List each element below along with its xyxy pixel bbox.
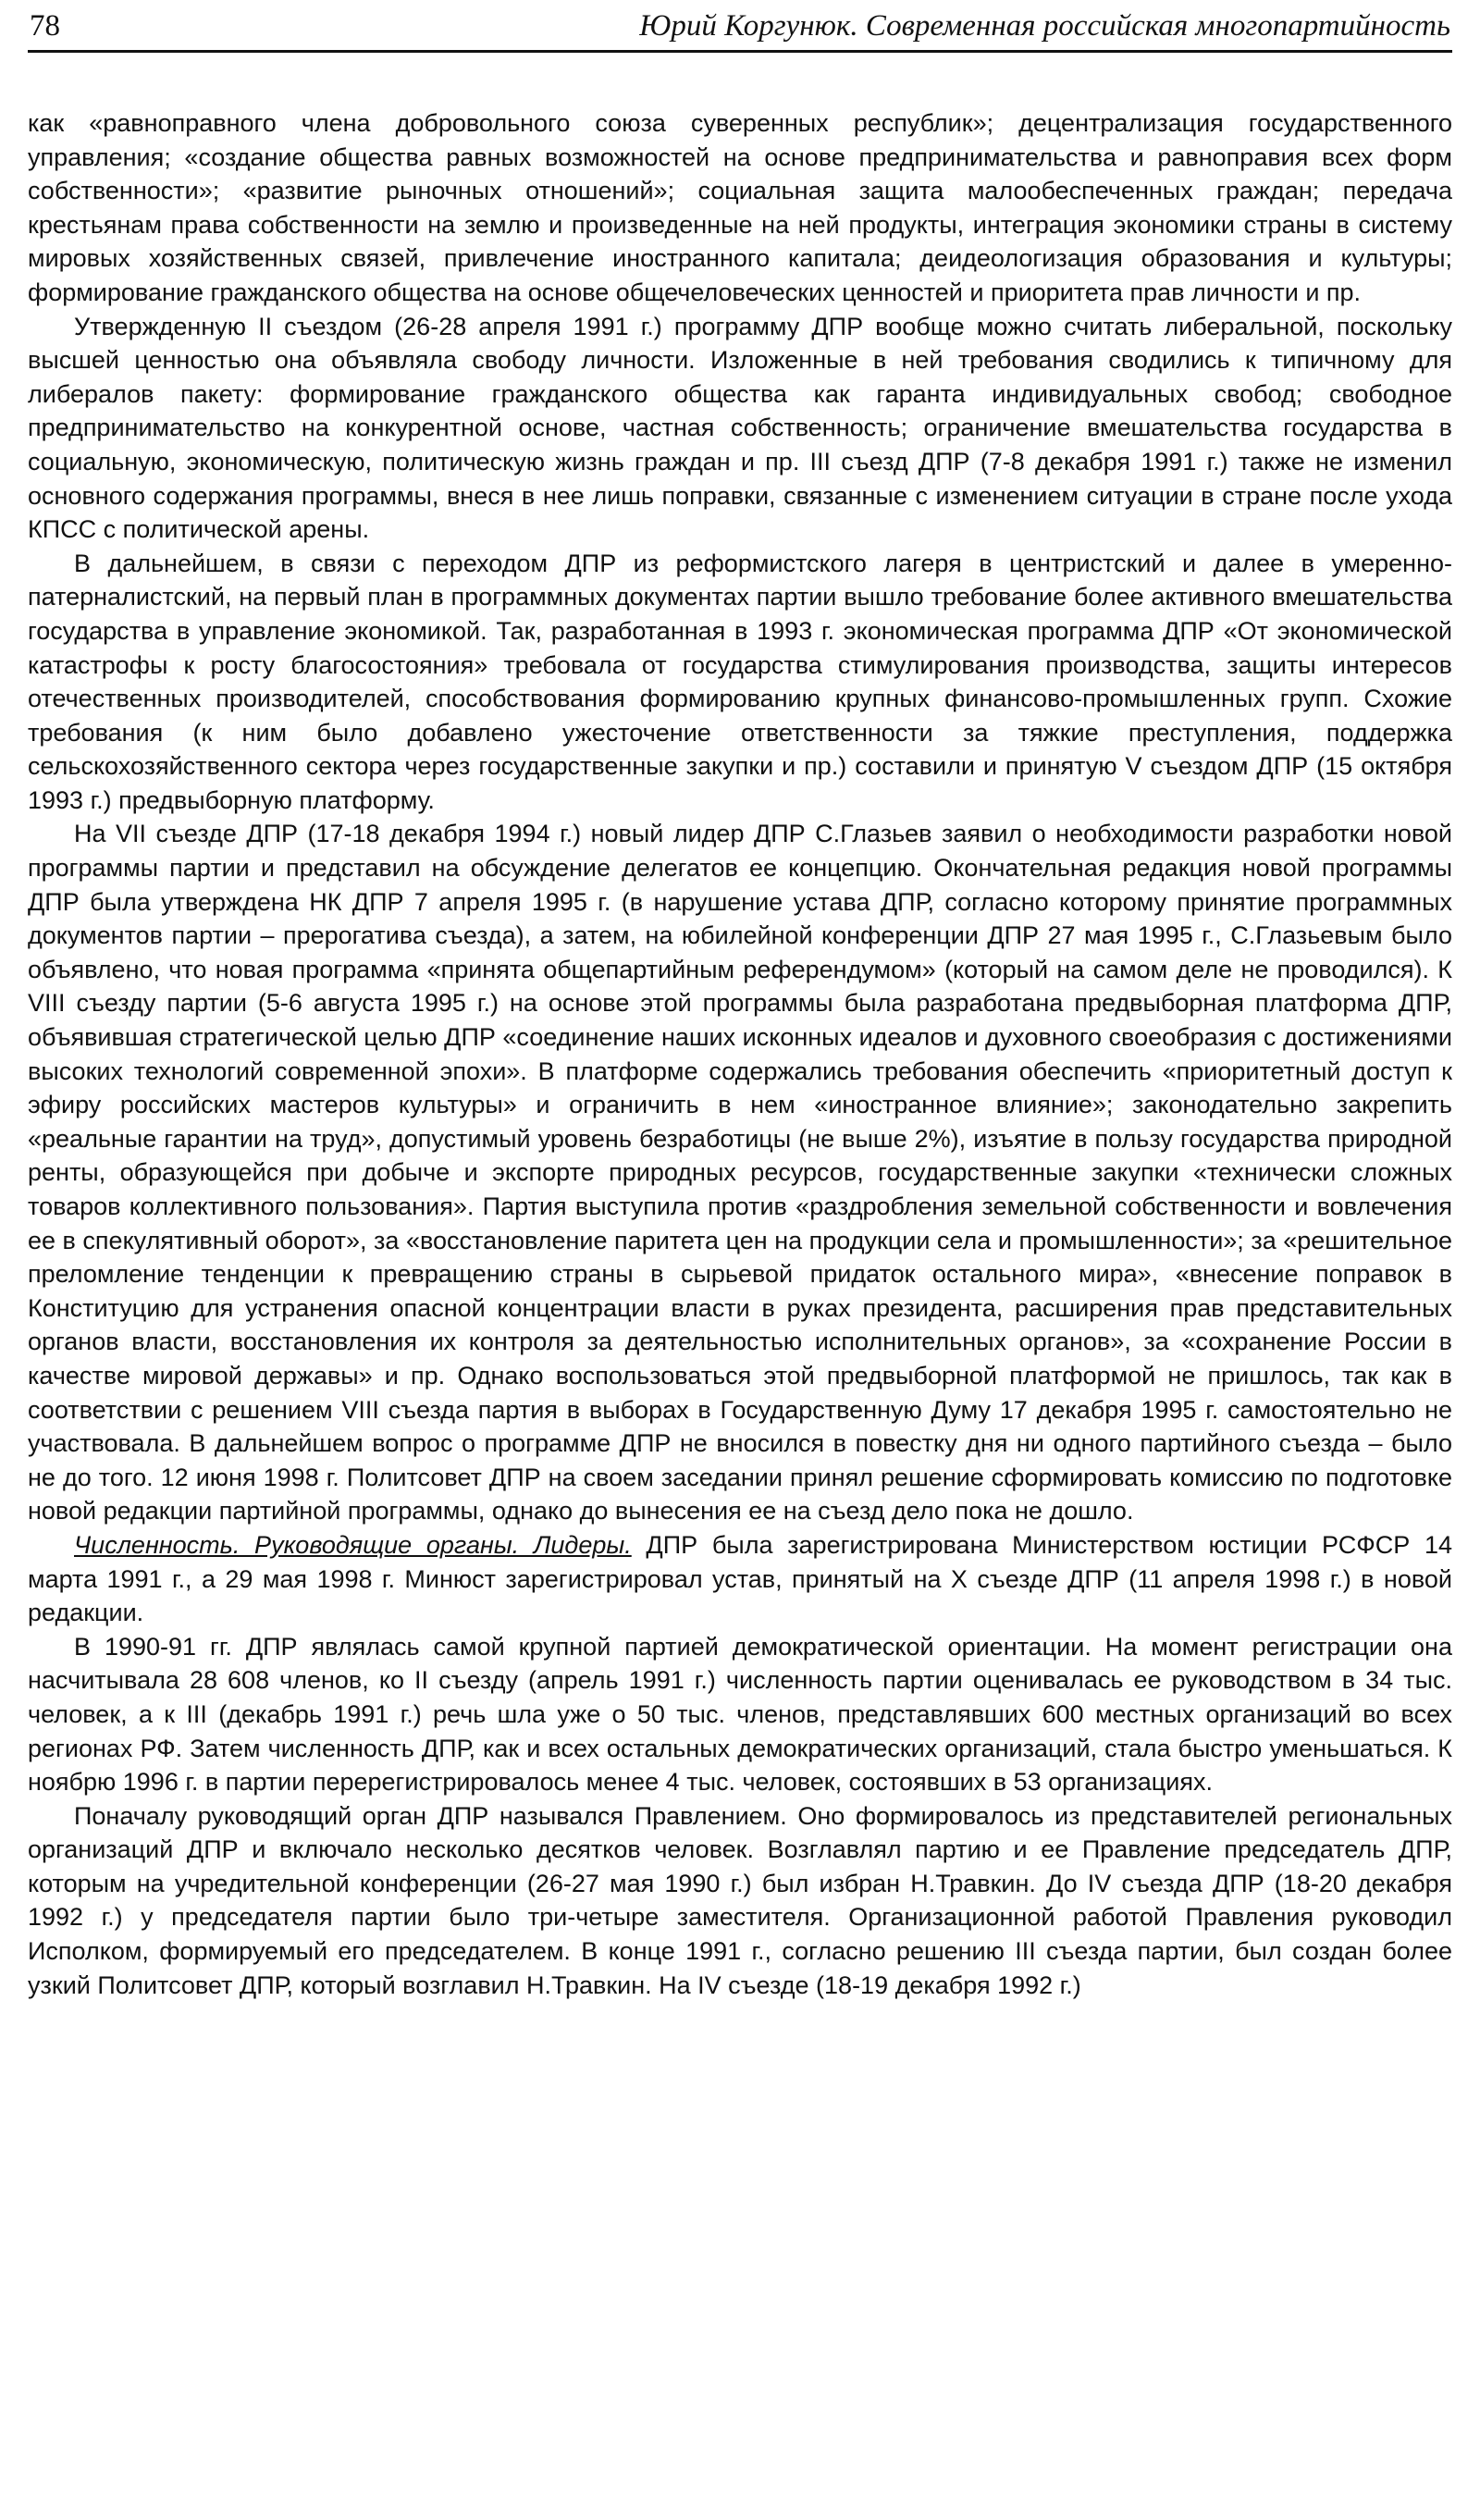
paragraph: Поначалу руководящий орган ДПР назывался Правлением. Оно формировалось из представителей региональных организаций ДПР и включало несколько десятков человек. Возглавлял партию и ее Правление председатель ДПР, которым на учредительной конференции (26-27 мая 1990 г.) был избран Н.Травкин. До IV съезда ДПР (18-20 декабря 1992 г.) у председателя партии было три-четыре заместителя. Организационной работой Правления руководил Исполком, формируемый его председателем. В конце 1991 г., согласно решению III съезда партии, был создан более узкий Политсовет ДПР, который возглавил Н.Травкин. На IV съезде (18-19 декабря 1992 г.): [28, 1801, 1452, 1999]
page-number: 78: [30, 9, 60, 43]
paragraph: В дальнейшем, в связи с переходом ДПР из реформистского лагеря в центристский и далее в умеренно-патерналистский, на первый план в программных документах партии вышло требование более активного вмешательства государства в управление экономикой. Так, разработанная в 1993 г. экономическая программа ДПР «От экономической катастрофы к росту благосостояния» требовала от государства стимулирования производства, защиты интересов отечественных производителей, способствования формированию крупных финансово-промышленных групп. Схожие требования (к ним было добавлено ужесточение ответственности за тяжкие преступления, поддержка сельскохозяйственного сектора через государственные закупки и пр.) составили и принятую V съездом ДПР (15 октября 1993 г.) предвыборную платформу.: [28, 549, 1452, 814]
document-page: [28, 7, 1452, 2002]
paragraph: В 1990-91 гг. ДПР являлась самой крупной партией демократической ориентации. На момент регистрации она насчитывала 28 608 членов, ко II съезду (апрель 1991 г.) численность партии оценивалась ее руководством в 34 тыс. человек, а к III (декабрь 1991 г.) речь шла уже о 50 тыс. членов, представлявших 600 местных организаций во всех регионах РФ. Затем численность ДПР, как и всех остальных демократических организаций, стала быстро уменьшаться. К ноябрю 1996 г. в партии перерегистрировалось менее 4 тыс. человек, состоявших в 53 организациях.: [28, 1632, 1452, 1797]
section-paragraph: [28, 1528, 1452, 1630]
paragraph: Утвержденную II съездом (26-28 апреля 1991 г.) программу ДПР вообще можно считать либеральной, поскольку высшей ценностью она объявляла свободу личности. Изложенные в ней требования сводились к типичному для либералов пакету: формирование гражданского общества как гаранта индивидуальных свобод; свободное предпринимательство на конкурентной основе, частная собственность; ограничение вмешательства государства в социальную, экономическую, политическую жизнь граждан и пр. III съезд ДПР (7-8 декабря 1991 г.) также не изменил основного содержания программы, внеся в нее лишь поправки, связанные с изменением ситуации в стране после ухода КПСС с политической арены.: [28, 312, 1452, 544]
body-text: [28, 106, 1452, 2002]
page-header: [28, 7, 1452, 53]
paragraph: На VII съезде ДПР (17-18 декабря 1994 г.) новый лидер ДПР С.Глазьев заявил о необходимости разработки новой программы партии и представил на обсуждение делегатов ее концепцию. Окончательная редакция новой программы ДПР была утверждена НК ДПР 7 апреля 1995 г. (в нарушение устава ДПР, согласно которому принятие программных документов партии – прерогатива съезда), а затем, на юбилейной конференции ДПР 27 мая 1995 г., С.Глазьевым было объявлено, что новая программа «принята общепартийным референдумом» (который на самом деле не проводился). К VIII съезду партии (5-6 августа 1995 г.) на основе этой программы была разработана предвыборная платформа ДПР, объявившая стратегической целью ДПР «соединение наших исконных идеалов и духовного своеобразия с достижениями высоких технологий современной эпохи». В платформе содержались требования обеспечить «приоритетный доступ к эфиру российских мастеров культуры» и ограничить в нем «иностранное влияние»; законодательно закрепить «реальные гарантии на труд», допустимый уровень безработицы (не выше 2%), изъятие в пользу государства природной ренты, образующейся при добыче и экспорте природных ресурсов, государственные закупки «технически сложных товаров коллективного пользования». Партия выступила против «раздробления земельной собственности и вовлечения ее в спекулятивный оборот», за «восстановление паритета цен на продукции села и промышленности»; за «решительное преломление тенденции к превращению страны в сырьевой придаток остального мира», «внесение поправок в Конституцию для устранения опасной концентрации власти в руках президента, расширения прав представительных органов власти, восстановления их контроля за деятельностью исполнительных органов», за «сохранение России в качестве мировой державы» и пр. Однако воспользоваться этой предвыборной платформой не пришлось, так как в соответствии с решением VIII съезда партия в выборах в Государственную Думу 17 декабря 1995 г. самостоятельно не участвовала. В дальнейшем вопрос о программе ДПР не вносился в повестку дня ни одного партийного съезда – было не до того. 12 июня 1998 г. Политсовет ДПР на своем заседании принял решение сформировать комиссию по подготовке новой редакции партийной программы, однако до вынесения ее на съезд дело пока не дошло.: [28, 820, 1452, 1526]
running-title: Юрий Коргунюк. Современная российская многопартийность: [639, 9, 1450, 43]
section-paragraph-text: ДПР была зарегистрирована Министерством юстиции РСФСР 14 марта 1991 г., а 29 мая 1998 г. Минюст зарегистрировал устав, принятый на X съезде ДПР (11 апреля 1998 г.) в новой редакции.: [28, 1530, 1453, 1627]
paragraph: как «равноправного члена добровольного союза суверенных республик»; децентрализация государственного управления; «создание общества равных возможностей на основе предпринимательства и равноправия всех форм собственности»; «развитие рыночных отношений»; социальная защита малообеспеченных граждан; передача крестьянам права собственности на землю и произведенные на ней продукты, интеграция экономики страны в систему мировых хозяйственных связей, привлечение иностранного капитала; деидеологизация образования и культуры; формирование гражданского общества на основе общечеловеческих ценностей и приоритета прав личности и пр.: [28, 109, 1452, 306]
section-heading: Численность. Руководящие органы. Лидеры.: [74, 1530, 632, 1559]
